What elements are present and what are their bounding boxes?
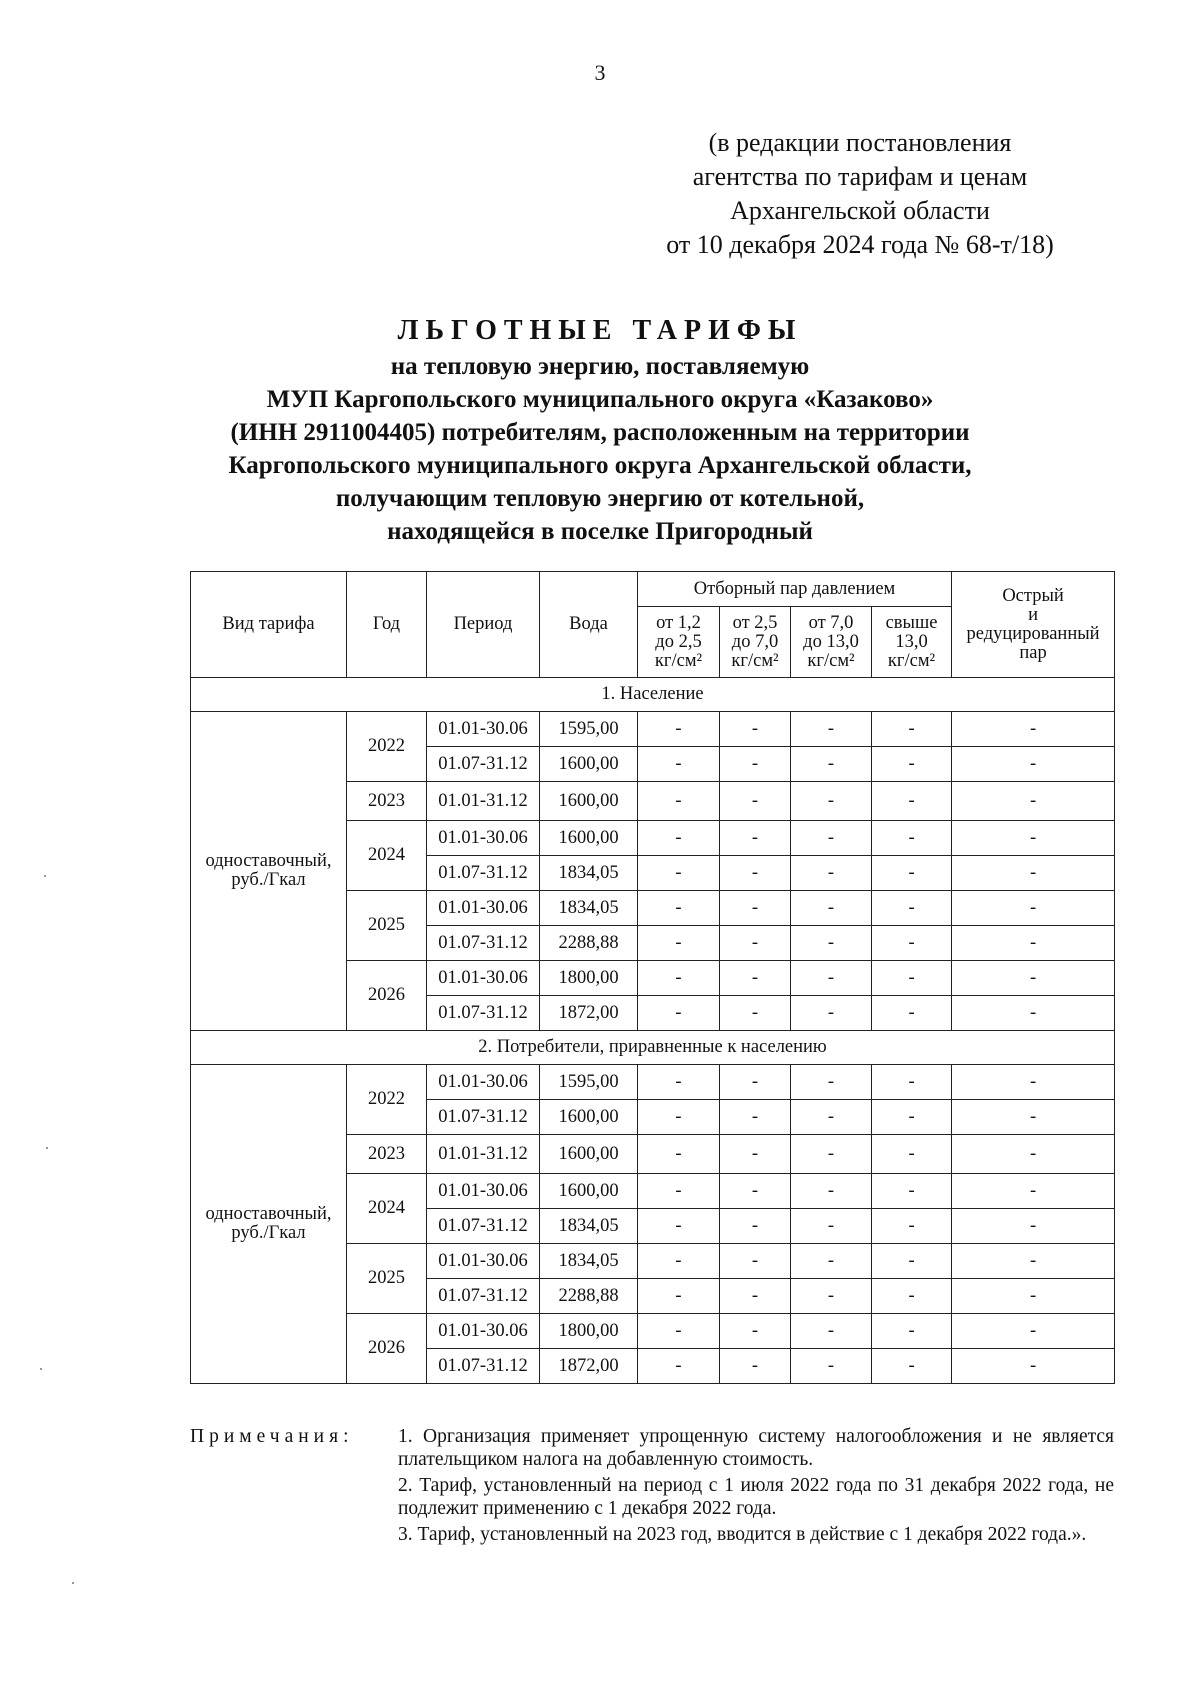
- steam-cell: -: [791, 1065, 872, 1100]
- header-line: от 7,0: [808, 612, 854, 633]
- steam-cell: -: [872, 747, 952, 782]
- steam-cell: -: [791, 926, 872, 961]
- water-cell: 1600,00: [540, 1100, 638, 1135]
- steam-cell: -: [791, 712, 872, 747]
- steam-cell: -: [638, 1135, 720, 1174]
- scan-speck: [72, 1582, 74, 1584]
- header-line: от 1,2: [656, 612, 701, 633]
- steam-cell: -: [791, 1279, 872, 1314]
- notes-list: [398, 1425, 1114, 1549]
- section-title: 1. Население: [191, 678, 1115, 712]
- water-cell: 1834,05: [540, 856, 638, 891]
- header-water: Вода: [540, 572, 638, 678]
- header-period: Период: [427, 572, 540, 678]
- year-cell: 2022: [347, 1065, 427, 1135]
- notes-label: Примечания:: [190, 1426, 354, 1447]
- steam-cell: -: [791, 747, 872, 782]
- period-cell: 01.07-31.12: [427, 1349, 540, 1384]
- water-cell: 1595,00: [540, 712, 638, 747]
- steam-cell: -: [791, 1100, 872, 1135]
- header-line: до 13,0: [803, 631, 859, 652]
- steam-cell: -: [720, 926, 791, 961]
- edition-line: Архангельской области: [730, 196, 990, 225]
- steam-cell: -: [791, 1209, 872, 1244]
- year-cell: 2022: [347, 712, 427, 782]
- edition-line: агентства по тарифам и ценам: [692, 162, 1028, 191]
- period-cell: 01.01-30.06: [427, 1314, 540, 1349]
- scan-speck: [40, 1368, 42, 1370]
- water-cell: 1872,00: [540, 996, 638, 1031]
- title-main: ЛЬГОТНЫЕ ТАРИФЫ: [397, 315, 803, 346]
- steam-cell: -: [872, 961, 952, 996]
- period-cell: 01.07-31.12: [427, 996, 540, 1031]
- steam-cell: -: [791, 891, 872, 926]
- steam-cell: -: [638, 961, 720, 996]
- sharp-steam-cell: -: [952, 1100, 1115, 1135]
- header-line: пар: [1019, 642, 1047, 663]
- title-line: МУП Каргопольского муниципального округа «Казаково»: [266, 386, 934, 413]
- table-body: [191, 678, 1115, 1384]
- steam-cell: -: [638, 1065, 720, 1100]
- steam-cell: -: [638, 747, 720, 782]
- steam-cell: -: [638, 1349, 720, 1384]
- sharp-steam-cell: -: [952, 747, 1115, 782]
- header-year: Год: [347, 572, 427, 678]
- steam-cell: -: [872, 926, 952, 961]
- header-line: от 2,5: [732, 612, 778, 633]
- steam-cell: -: [720, 1349, 791, 1384]
- period-cell: 01.07-31.12: [427, 1209, 540, 1244]
- steam-cell: -: [720, 856, 791, 891]
- water-cell: 1595,00: [540, 1065, 638, 1100]
- steam-cell: -: [720, 1135, 791, 1174]
- section-title: 2. Потребители, приравненные к населению: [191, 1031, 1115, 1065]
- header-steam-4: [872, 607, 952, 678]
- scan-speck: [46, 1147, 48, 1149]
- tariff-type-line: одноставочный,: [205, 851, 332, 871]
- note-item: 3. Тариф, установленный на 2023 год, вводится в действие с 1 декабря 2022 года.».: [398, 1524, 1087, 1545]
- sharp-steam-cell: -: [952, 1279, 1115, 1314]
- steam-cell: -: [720, 1279, 791, 1314]
- year-cell: 2023: [347, 1135, 427, 1174]
- title-line: (ИНН 2911004405) потребителям, расположенным на территории: [230, 419, 970, 446]
- header-line: 13,0: [895, 631, 928, 652]
- water-cell: 1834,05: [540, 891, 638, 926]
- header-line: до 2,5: [655, 631, 702, 652]
- steam-cell: -: [872, 782, 952, 821]
- water-cell: 1834,05: [540, 1209, 638, 1244]
- sharp-steam-cell: -: [952, 1209, 1115, 1244]
- title-line: на тепловую энергию, поставляемую: [390, 353, 810, 380]
- steam-cell: -: [720, 782, 791, 821]
- water-cell: 1872,00: [540, 1349, 638, 1384]
- steam-cell: -: [791, 996, 872, 1031]
- period-cell: 01.07-31.12: [427, 856, 540, 891]
- period-cell: 01.01-30.06: [427, 1174, 540, 1209]
- steam-cell: -: [872, 1065, 952, 1100]
- header-line: кг/см²: [731, 650, 779, 671]
- period-cell: 01.01-30.06: [427, 1065, 540, 1100]
- steam-cell: -: [638, 1209, 720, 1244]
- steam-cell: -: [872, 1174, 952, 1209]
- edition-note: [630, 126, 1090, 262]
- steam-cell: -: [872, 891, 952, 926]
- water-cell: 1600,00: [540, 1135, 638, 1174]
- steam-cell: -: [720, 996, 791, 1031]
- sharp-steam-cell: -: [952, 821, 1115, 856]
- steam-cell: -: [638, 1100, 720, 1135]
- header-line: кг/см²: [654, 650, 703, 671]
- steam-cell: -: [872, 1135, 952, 1174]
- tariff-type-cell: [191, 1065, 347, 1384]
- sharp-steam-cell: -: [952, 712, 1115, 747]
- steam-cell: -: [720, 1174, 791, 1209]
- document-title: [0, 312, 1200, 548]
- sharp-steam-cell: -: [952, 856, 1115, 891]
- steam-cell: -: [872, 1314, 952, 1349]
- tariff-table: [190, 571, 1115, 1384]
- steam-cell: -: [872, 1349, 952, 1384]
- period-cell: 01.01-30.06: [427, 961, 540, 996]
- tariff-type-cell: [191, 712, 347, 1031]
- period-cell: 01.01-30.06: [427, 712, 540, 747]
- edition-line: (в редакции постановления: [708, 128, 1012, 157]
- steam-cell: -: [791, 1244, 872, 1279]
- table-row: [191, 1065, 1115, 1100]
- steam-cell: -: [720, 1314, 791, 1349]
- tariff-type-line: руб./Гкал: [231, 1223, 306, 1243]
- steam-cell: -: [638, 1244, 720, 1279]
- steam-cell: -: [791, 1349, 872, 1384]
- section-header-row: [191, 1031, 1115, 1065]
- steam-cell: -: [720, 891, 791, 926]
- header-line: и: [1028, 604, 1038, 625]
- period-cell: 01.07-31.12: [427, 1279, 540, 1314]
- steam-cell: -: [720, 1209, 791, 1244]
- steam-cell: -: [720, 1065, 791, 1100]
- steam-cell: -: [872, 1209, 952, 1244]
- water-cell: 2288,88: [540, 1279, 638, 1314]
- period-cell: 01.01-30.06: [427, 891, 540, 926]
- steam-cell: -: [791, 782, 872, 821]
- steam-cell: -: [638, 1174, 720, 1209]
- header-steam-group: Отборный пар давлением: [638, 572, 952, 607]
- period-cell: 01.07-31.12: [427, 1100, 540, 1135]
- sharp-steam-cell: -: [952, 782, 1115, 821]
- sharp-steam-cell: -: [952, 1135, 1115, 1174]
- steam-cell: -: [791, 1135, 872, 1174]
- header-line: редуцированный: [966, 623, 1100, 644]
- water-cell: 1600,00: [540, 821, 638, 856]
- title-line: находящейся в поселке Пригородный: [387, 518, 813, 545]
- water-cell: 1834,05: [540, 1244, 638, 1279]
- header-line: до 7,0: [731, 631, 779, 652]
- sharp-steam-cell: -: [952, 961, 1115, 996]
- period-cell: 01.07-31.12: [427, 926, 540, 961]
- period-cell: 01.01-30.06: [427, 1244, 540, 1279]
- steam-cell: -: [638, 821, 720, 856]
- sharp-steam-cell: -: [952, 926, 1115, 961]
- header-steam-3: [791, 607, 872, 678]
- steam-cell: -: [638, 926, 720, 961]
- water-cell: 1800,00: [540, 961, 638, 996]
- sharp-steam-cell: -: [952, 1244, 1115, 1279]
- period-cell: 01.07-31.12: [427, 747, 540, 782]
- title-line: Каргопольского муниципального округа Архангельской области,: [228, 452, 972, 479]
- title-line: получающим тепловую энергию от котельной,: [335, 485, 865, 512]
- steam-cell: -: [638, 1314, 720, 1349]
- steam-cell: -: [872, 996, 952, 1031]
- steam-cell: -: [791, 821, 872, 856]
- sharp-steam-cell: -: [952, 1349, 1115, 1384]
- year-cell: 2024: [347, 1174, 427, 1244]
- water-cell: 2288,88: [540, 926, 638, 961]
- edition-line: от 10 декабря 2024 года № 68-т/18): [666, 230, 1054, 259]
- header-line: Острый: [1002, 585, 1064, 606]
- year-cell: 2026: [347, 961, 427, 1031]
- header-line: свыше: [885, 612, 938, 633]
- table-row: [191, 712, 1115, 747]
- steam-cell: -: [638, 1279, 720, 1314]
- year-cell: 2023: [347, 782, 427, 821]
- steam-cell: -: [638, 856, 720, 891]
- steam-cell: -: [638, 782, 720, 821]
- steam-cell: -: [720, 747, 791, 782]
- steam-cell: -: [720, 1100, 791, 1135]
- tariff-type-line: одноставочный,: [205, 1204, 332, 1224]
- year-cell: 2024: [347, 821, 427, 891]
- header-sharp-steam: [952, 572, 1115, 678]
- steam-cell: -: [720, 821, 791, 856]
- scan-speck: [44, 875, 46, 877]
- header-line: кг/см²: [807, 650, 855, 671]
- water-cell: 1600,00: [540, 747, 638, 782]
- tariff-type-line: руб./Гкал: [231, 870, 306, 890]
- header-steam-1: [638, 607, 720, 678]
- year-cell: 2025: [347, 1244, 427, 1314]
- steam-cell: -: [791, 1314, 872, 1349]
- period-cell: 01.01-31.12: [427, 1135, 540, 1174]
- note-item: 1. Организация применяет упрощенную систему налогообложения и не является плательщиком налога на добавленную стоимость.: [398, 1426, 1114, 1470]
- steam-cell: -: [872, 712, 952, 747]
- sharp-steam-cell: -: [952, 1314, 1115, 1349]
- header-line: кг/см²: [887, 650, 936, 671]
- steam-cell: -: [791, 856, 872, 891]
- section-header-row: [191, 678, 1115, 712]
- water-cell: 1800,00: [540, 1314, 638, 1349]
- steam-cell: -: [720, 712, 791, 747]
- steam-cell: -: [872, 821, 952, 856]
- steam-cell: -: [791, 961, 872, 996]
- steam-cell: -: [720, 1244, 791, 1279]
- period-cell: 01.01-31.12: [427, 782, 540, 821]
- year-cell: 2025: [347, 891, 427, 961]
- steam-cell: -: [872, 1100, 952, 1135]
- water-cell: 1600,00: [540, 782, 638, 821]
- steam-cell: -: [872, 1279, 952, 1314]
- header-tariff-type: Вид тарифа: [191, 572, 347, 678]
- sharp-steam-cell: -: [952, 1174, 1115, 1209]
- steam-cell: -: [791, 1174, 872, 1209]
- steam-cell: -: [638, 996, 720, 1031]
- header-steam-2: [720, 607, 791, 678]
- sharp-steam-cell: -: [952, 996, 1115, 1031]
- steam-cell: -: [872, 1244, 952, 1279]
- note-item: 2. Тариф, установленный на период с 1 июля 2022 года по 31 декабря 2022 года, не подлежит применению с 1 декабря 2022 года.: [398, 1475, 1114, 1519]
- page-number: 3: [594, 60, 606, 85]
- sharp-steam-cell: -: [952, 891, 1115, 926]
- period-cell: 01.01-30.06: [427, 821, 540, 856]
- steam-cell: -: [720, 961, 791, 996]
- steam-cell: -: [638, 712, 720, 747]
- steam-cell: -: [872, 856, 952, 891]
- steam-cell: -: [638, 891, 720, 926]
- year-cell: 2026: [347, 1314, 427, 1384]
- water-cell: 1600,00: [540, 1174, 638, 1209]
- sharp-steam-cell: -: [952, 1065, 1115, 1100]
